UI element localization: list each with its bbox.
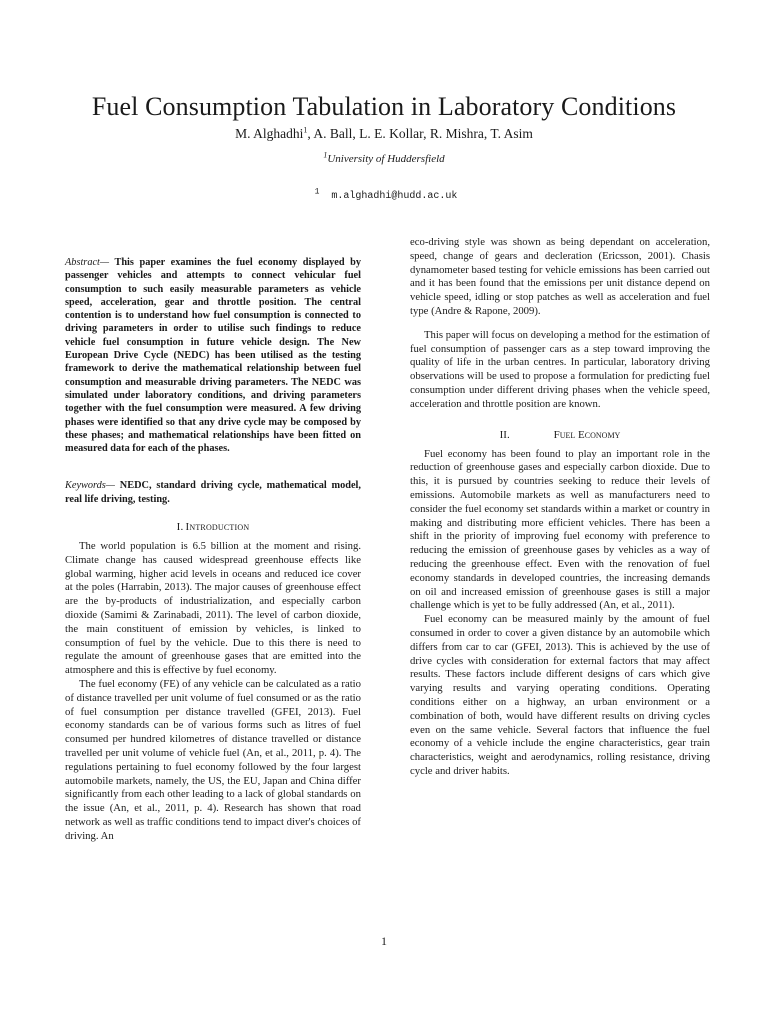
- author-list: [0, 126, 768, 142]
- affiliation: [0, 152, 768, 166]
- section-title: Fuel Economy: [553, 428, 621, 441]
- continued-paragraph: eco-driving style was shown as being dependant on acceleration, speed, change of gears and decleration (Ericsson, 2001). Chasis dynamometer based testing for vehicle emissions has been carried out and it has been found that the emissions per unit distance depend on vehicle speed, idling or stop patches as well as acceleration and fuel type (Andre & Rapone, 2009).: [410, 236, 710, 317]
- email-address: m.alghadhi@hudd.ac.uk: [331, 191, 458, 202]
- author-email: [0, 187, 768, 204]
- section-heading-fuel-economy: [410, 428, 710, 442]
- first-author: M. Alghadhi: [235, 126, 304, 141]
- keywords: [65, 479, 361, 506]
- right-column: [410, 236, 710, 779]
- section-number: I.: [176, 521, 184, 534]
- fuel-economy-paragraph-1: Fuel economy has been found to play an important role in the reduction of greenhouse gases and especially carbon dioxide. Due to this, it is pursued by countries seeking to reduce their levels of emissions. Automobile markets as well as manufacturers need to consider the fuel economy set standards within a market or country in making and distributing more efficient vehicles. There has been a shift in the priority of improving fuel economy with preference to reducing the emission of greenhouse gases by vehicles as a way of reducing the greenhouse effect. Even with the renovation of fuel economy standards in developed countries, the increasing demands on oil and increased emission of greenhouse gases is still a major challenge which is yet to be fully addressed (An, et al., 2011).: [410, 447, 710, 612]
- left-column: [65, 236, 361, 844]
- keywords-text: NEDC, standard driving cycle, mathematical model, real life driving, testing.: [65, 480, 361, 505]
- abstract-text: This paper examines the fuel economy displayed by passenger vehicles and attempts to connect vehicular fuel consumption to such easily measurable parameters as vehicle speed, acceleration, gear and throttle position. The central contention is to understand how fuel consumption is connected to driving parameters in order to utilise such findings to reduce vehicle fuel consumption in future vehicle design. The New European Drive Cycle (NEDC) has been utilised as the testing framework to derive the mathematical relationship between fuel consumption and measurable driving parameters. The NEDC was simulated under laboratory conditions, and driving parameters together with the fuel consumption were measured. A few driving phases were identified so that any drive cycle may be composed by these phases; and mathematical relationships have been fitted on measured data for each of the phases.: [65, 257, 361, 455]
- abstract: [65, 256, 361, 455]
- abstract-lead: Abstract—: [65, 257, 110, 268]
- fuel-economy-paragraph-2: Fuel economy can be measured mainly by the amount of fuel consumed in order to cover a given distance by an automobile which differs from car to car (GFEI, 2013). This is achieved by the use of drive cycles with consideration for external factors that may affect results. These factors include different designs of cars which give varying results and varying operating conditions. Operating conditions either on a highway, an urban environment or a combination of both, would have different results on driving cycles even on the same vehicle. Several factors that influence the fuel economy of a vehicle include the engine characteristics, gear train characteristics, weight and aerodynamics, rolling resistance, driving cycle and driver habits.: [410, 613, 710, 777]
- keywords-lead: Keywords—: [65, 480, 115, 492]
- focus-paragraph: This paper will focus on developing a method for the estimation of fuel consumption of passenger cars as a step toward improving the quality of life in the urban centres. In particular, laboratory driving observations will be used to propose a formulation for predicting fuel consumption under different driving phases when the vehicle speed, acceleration and throttle position are known.: [410, 328, 710, 410]
- affiliation-name: University of Huddersfield: [327, 153, 445, 165]
- section-number: II.: [499, 428, 510, 441]
- intro-paragraph-2: The fuel economy (FE) of any vehicle can be calculated as a ratio of distance travelled per unit volume of fuel consumed or as the ratio of fuel consumption per distance travelled (GFEI, 2013). Fuel economy standards can be of various forms such as litres of fuel consumed per hundred kilometres of distance travelled or distance travelled per unit volume of vehicle fuel (An, et al., 2011, p. 4). The regulations pertaining to fuel economy followed by the four largest automobile markets, namely, the US, the EU, Japan and China differ significantly from each other leading to a lack of global standards on the issue (An, et al., 2011, p. 4). Research has shown that road network as well as traffic conditions tend to impact diver's choices of driving. An: [65, 678, 361, 842]
- other-authors: , A. Ball, L. E. Kollar, R. Mishra, T. Asim: [307, 126, 533, 141]
- section-heading-introduction: [65, 520, 361, 534]
- email-marker: 1: [314, 187, 320, 197]
- section-title: Introduction: [185, 521, 250, 534]
- page-number: 1: [381, 934, 387, 948]
- paper-title: Fuel Consumption Tabulation in Laboratory Conditions: [91, 92, 677, 121]
- intro-paragraph-1: The world population is 6.5 billion at the moment and rising. Climate change has caused widespread greenhouse effects like global warming, higher acid levels in oceans and reduced ice cover at the poles (Harrabin, 2013). The major causes of greenhouse effect are the by-products of industrialization, and especially carbon dioxide (Samimi & Zarinabadi, 2011). The level of carbon dioxide, the main constituent of emission by vehicles, is linked to consumption of fuel by the vehicle. Due to this there is need to regulate the amount of greenhouse gases that are emitted into the atmosphere and this is effective by fuel economy.: [65, 540, 361, 677]
- affil-marker: 1: [323, 150, 328, 160]
- author-affil-marker: 1: [303, 125, 308, 135]
